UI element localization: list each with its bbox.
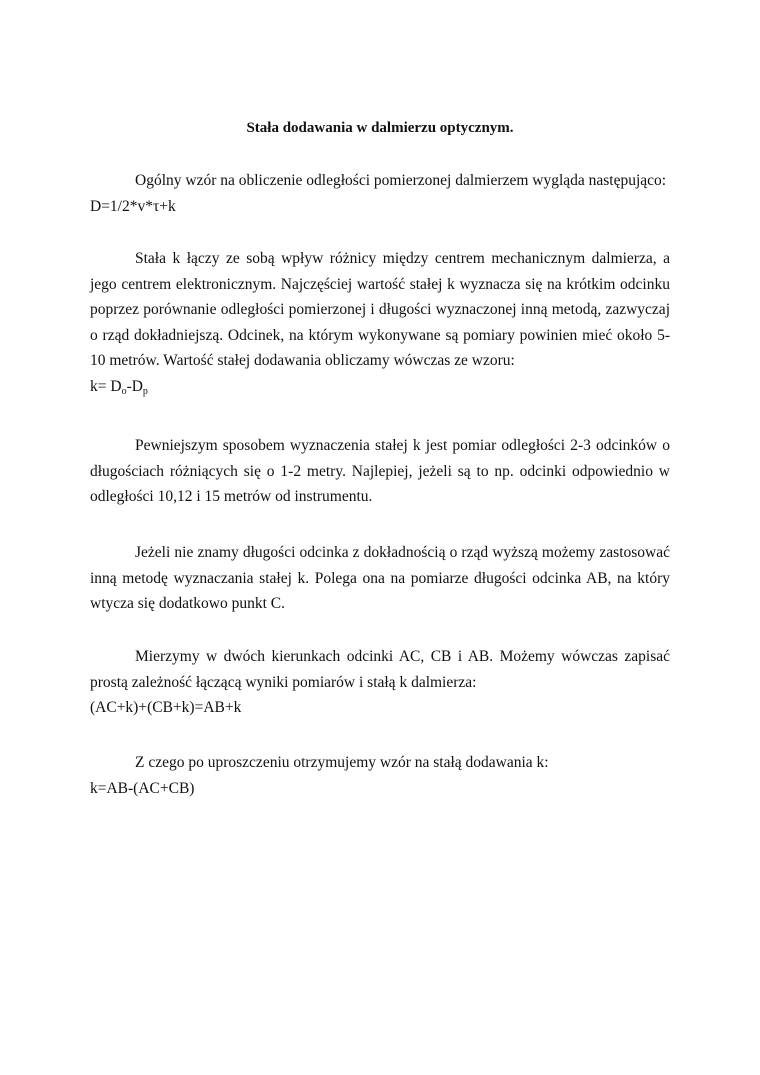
formula-k [90, 374, 670, 400]
paragraph-text: Stała k łączy ze sobą wpływ różnicy między centrem mechanicznym dalmierza, a jego centrem elektronicznym. Najczęściej wartość stałej k wyznacza się na krótkim odcinku poprzez porównanie odległości pomierzonej i długości wyznaczonej inną metodą, zazwyczaj o rząd dokładniejszą. Odcinek, na którym wykonywane są pomiary powinien mieć około 5-10 metrów. Wartość stałej dodawania obliczamy wówczas ze wzoru: [90, 250, 670, 369]
formula-subscript: o [121, 385, 127, 397]
formula-distance: D=1/2*v*τ+k [90, 197, 176, 215]
paragraph-text: Z czego po uproszczeniu otrzymujemy wzór na stałą dodawania k: [135, 754, 549, 771]
paragraph-measurement [90, 644, 670, 721]
formula-part: -D [126, 377, 143, 395]
formula-result: k=AB-(AC+CB) [90, 779, 195, 797]
paragraph-general-formula [90, 168, 670, 219]
paragraph-better-method [90, 433, 670, 510]
document-title: Stała dodawania w dalmierzu optycznym. [246, 120, 514, 136]
paragraph-text: Jeżeli nie znamy długości odcinka z dokładnością o rząd wyższą możemy zastosować inną metodę wyznaczania stałej k. Polega ona na pomiarze długości odcinka AB, na który wtycza się dodatkowo punkt C. [90, 544, 670, 612]
paragraph-text: Pewniejszym sposobem wyznaczenia stałej k jest pomiar odległości 2-3 odcinków o długościach różniących się o 1-2 metry. Najlepiej, jeżeli są to np. odcinki odpowiednio w odległości 10,12 i 15 metrów od instrumentu. [90, 437, 670, 505]
paragraph-text: Mierzymy w dwóch kierunkach odcinki AC, CB i AB. Możemy wówczas zapisać prostą zależność łączącą wyniki pomiarów i stałą k dalmierza: [90, 648, 670, 691]
formula-subscript: p [142, 385, 148, 397]
paragraph-constant-k [90, 246, 670, 399]
formula-relation: (AC+k)+(CB+k)=AB+k [90, 699, 242, 716]
paragraph-result [90, 750, 670, 801]
formula-part: k= D [90, 377, 122, 395]
paragraph-alternative-method [90, 540, 670, 617]
paragraph-text: Ogólny wzór na obliczenie odległości pomierzonej dalmierzem wygląda następująco: [135, 172, 667, 189]
